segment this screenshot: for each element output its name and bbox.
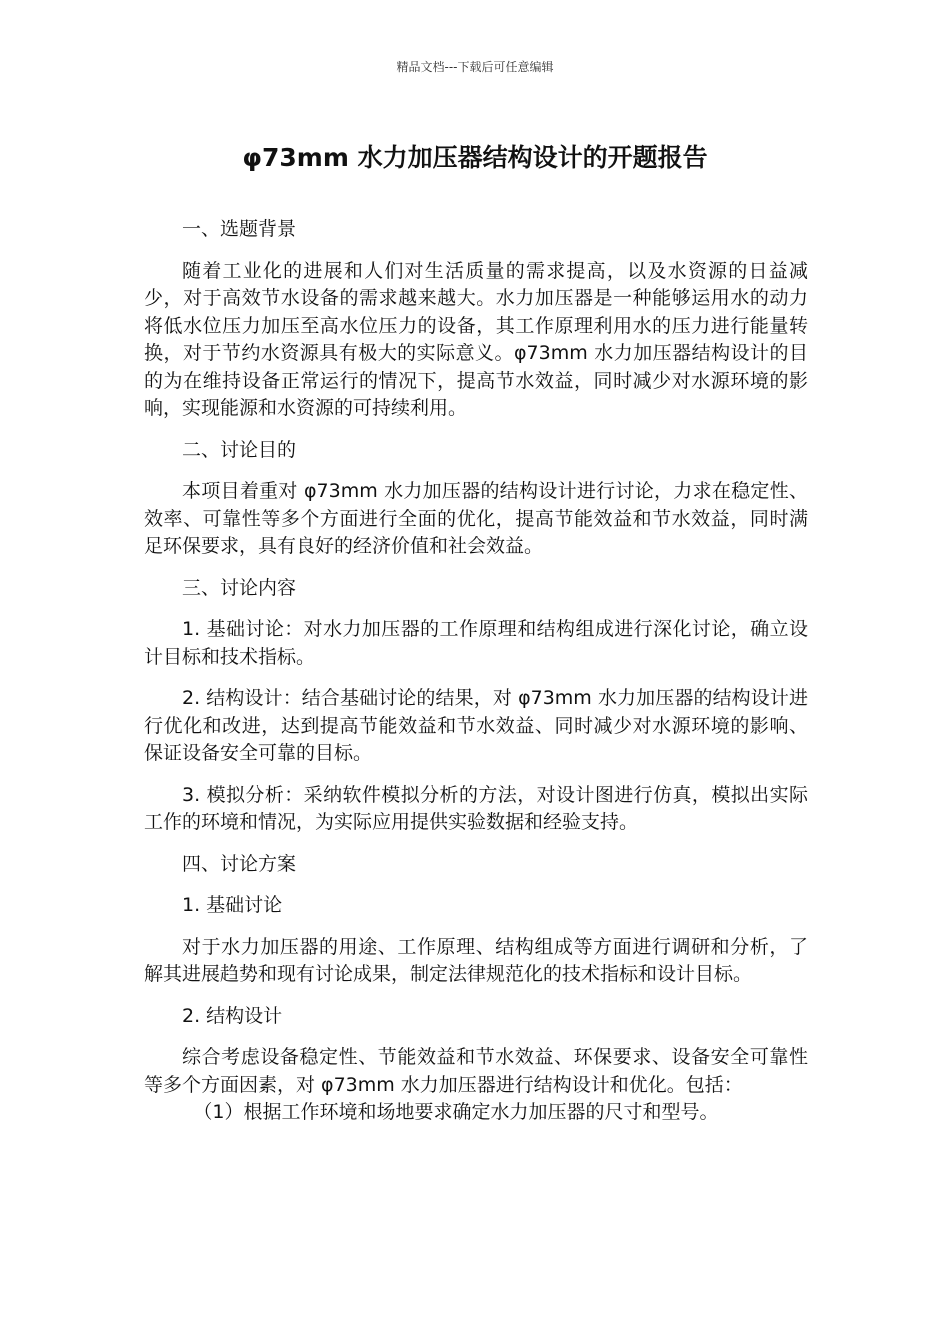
document-body bbox=[144, 216, 808, 1127]
list-item-structure-design: 2. 结构设计：结合基础讨论的结果，对 φ73mm 水力加压器的结构设计进行优化和改进，达到提高节能效益和节水效益、同时减少对水源环境的影响、保证设备安全可靠的目标。 bbox=[144, 687, 808, 764]
section-heading-purpose: 二、讨论目的 bbox=[182, 438, 297, 461]
section-heading-background: 一、选题背景 bbox=[182, 218, 297, 240]
subheading-basic-study: 1. 基础讨论 bbox=[182, 894, 283, 916]
page-header-note: 精品文档---下载后可任意编辑 bbox=[396, 60, 554, 74]
paragraph-purpose: 本项目着重对 φ73mm 水力加压器的结构设计进行讨论，力求在稳定性、效率、可靠性等多个方面进行全面的优化，提高节能效益和节水效益，同时满足环保要求，具有良好的经济价值和社会效益。 bbox=[144, 480, 808, 557]
list-item-basic-study: 1. 基础讨论：对水力加压器的工作原理和结构组成进行深化讨论，确立设计目标和技术指标。 bbox=[144, 618, 808, 668]
list-item-simulation: 3. 模拟分析：采纳软件模拟分析的方法，对设计图进行仿真，模拟出实际工作的环境和情况，为实际应用提供实验数据和经验支持。 bbox=[144, 783, 808, 833]
paragraph-background: 随着工业化的进展和人们对生活质量的需求提高，以及水资源的日益减少，对于高效节水设备的需求越来越大。水力加压器是一种能够运用水的动力将低水位压力加压至高水位压力的设备，其工作原理利用水的压力进行能量转换，对于节约水资源具有极大的实际意义。φ73mm 水力加压器结构设计的目的为在维持设备正常运行的情况下，提高节水效益，同时减少对水源环境的影响，实现能源和水资源的可持续利用。 bbox=[144, 259, 808, 419]
section-heading-content: 三、讨论内容 bbox=[182, 576, 297, 599]
paragraph-structure-design: 综合考虑设备稳定性、节能效益和节水效益、环保要求、设备安全可靠性等多个方面因素，对 φ73mm 水力加压器进行结构设计和优化。包括： bbox=[144, 1046, 808, 1096]
section-heading-plan: 四、讨论方案 bbox=[182, 852, 297, 875]
document-title: φ73mm 水力加压器结构设计的开题报告 bbox=[242, 143, 708, 172]
paragraph-basic-study: 对于水力加压器的用途、工作原理、结构组成等方面进行调研和分析，了解其进展趋势和现有讨论成果，制定法律规范化的技术指标和设计目标。 bbox=[144, 935, 808, 985]
list-item-size-model: （1）根据工作环境和场地要求确定水力加压器的尺寸和型号。 bbox=[193, 1101, 719, 1123]
subheading-structure-design: 2. 结构设计 bbox=[182, 1004, 283, 1027]
